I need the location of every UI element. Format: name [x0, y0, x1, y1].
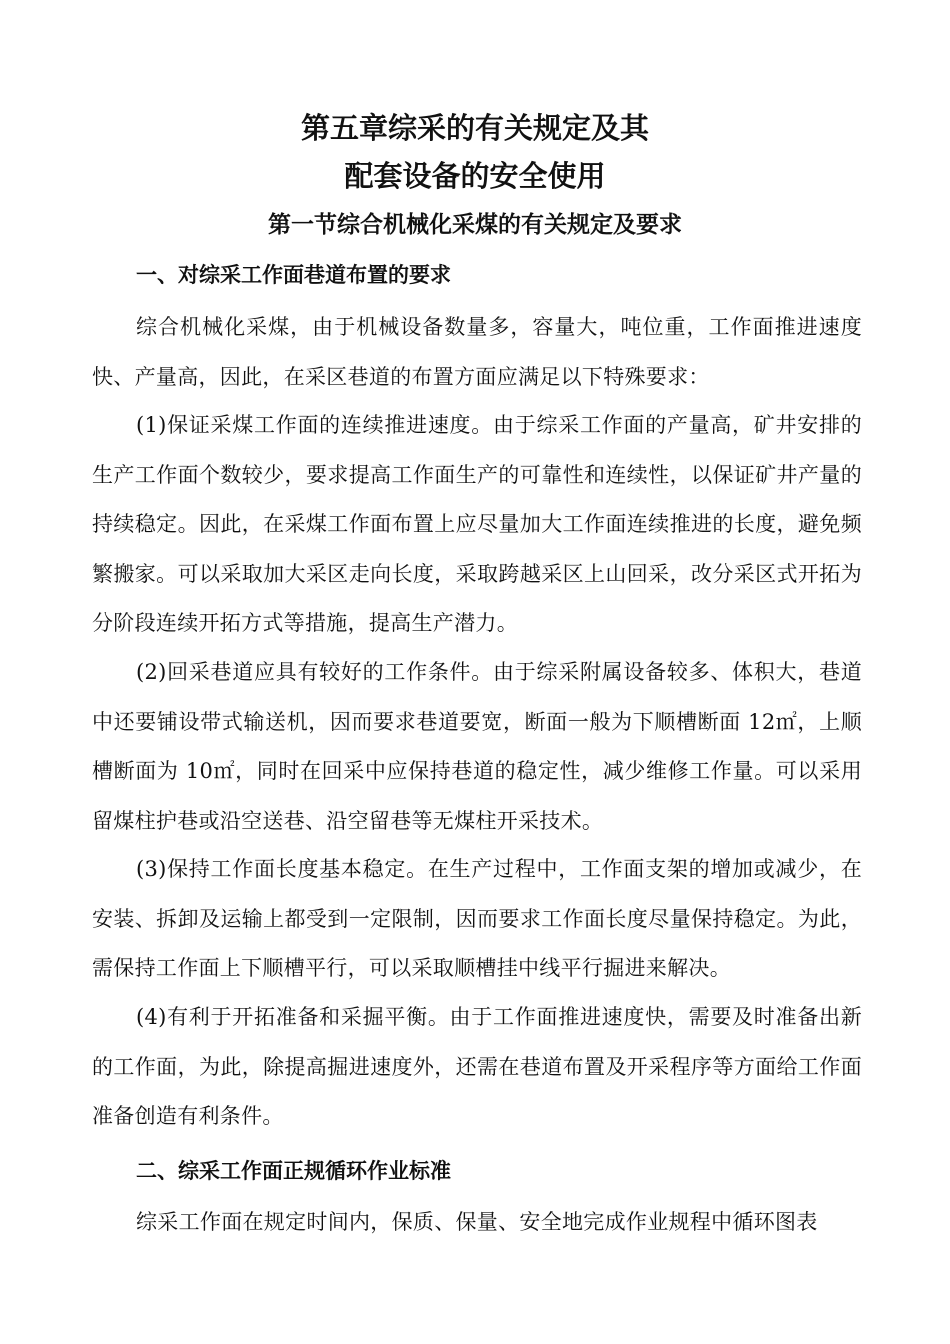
heading-roadway-layout: 一、对综采工作面巷道布置的要求 [136, 263, 451, 287]
paragraph-intro: 综合机械化采煤，由于机械设备数量多，容量大，吨位重，工作面推进速度快、产量高，因此，在采区巷道的布置方面应满足以下特殊要求： [92, 315, 862, 389]
paragraph-cycle-intro: 综采工作面在规定时间内，保质、保量、安全地完成作业规程中循环图表 [136, 1210, 818, 1234]
paragraph-item-4: (4)有利于开拓准备和采掘平衡。由于工作面推进速度快，需要及时准备出新的工作面，为此，除提高掘进速度外，还需在巷道布置及开采程序等方面给工作面准备创造有利条件。 [92, 1005, 862, 1128]
paragraph-item-1: (1)保证采煤工作面的连续推进速度。由于综采工作面的产量高，矿井安排的生产工作面个数较少，要求提高工作面生产的可靠性和连续性，以保证矿井产量的持续稳定。因此，在采煤工作面布置上应尽量加大工作面连续推进的长度，避免频繁搬家。可以采取加大采区走向长度，采取跨越采区上山回采，改分采区式开拓为分阶段连续开拓方式等措施，提高生产潜力。 [92, 413, 862, 635]
heading-cycle-standard: 二、综采工作面正规循环作业标准 [136, 1159, 451, 1183]
paragraph-item-2: (2)回采巷道应具有较好的工作条件。由于综采附属设备较多、体积大，巷道中还要铺设带式输送机，因而要求巷道要宽，断面一般为下顺槽断面 12㎡，上顺槽断面为 10㎡，同时在回采中应保持巷道的稳定性，减少维修工作量。可以采用留煤柱护巷或沿空送巷、沿空留巷等无煤柱开采技术。 [92, 660, 862, 833]
chapter-title-line2: 配套设备的安全使用 [344, 159, 606, 193]
chapter-title-line1: 第五章综采的有关规定及其 [300, 111, 649, 145]
section-title: 第一节综合机械化采煤的有关规定及要求 [268, 212, 682, 238]
paragraph-item-3: (3)保持工作面长度基本稳定。在生产过程中，工作面支架的增加或减少，在安装、拆卸及运输上都受到一定限制，因而要求工作面长度尽量保持稳定。为此，需保持工作面上下顺槽平行，可以采取顺槽挂中线平行掘进来解决。 [92, 857, 862, 980]
